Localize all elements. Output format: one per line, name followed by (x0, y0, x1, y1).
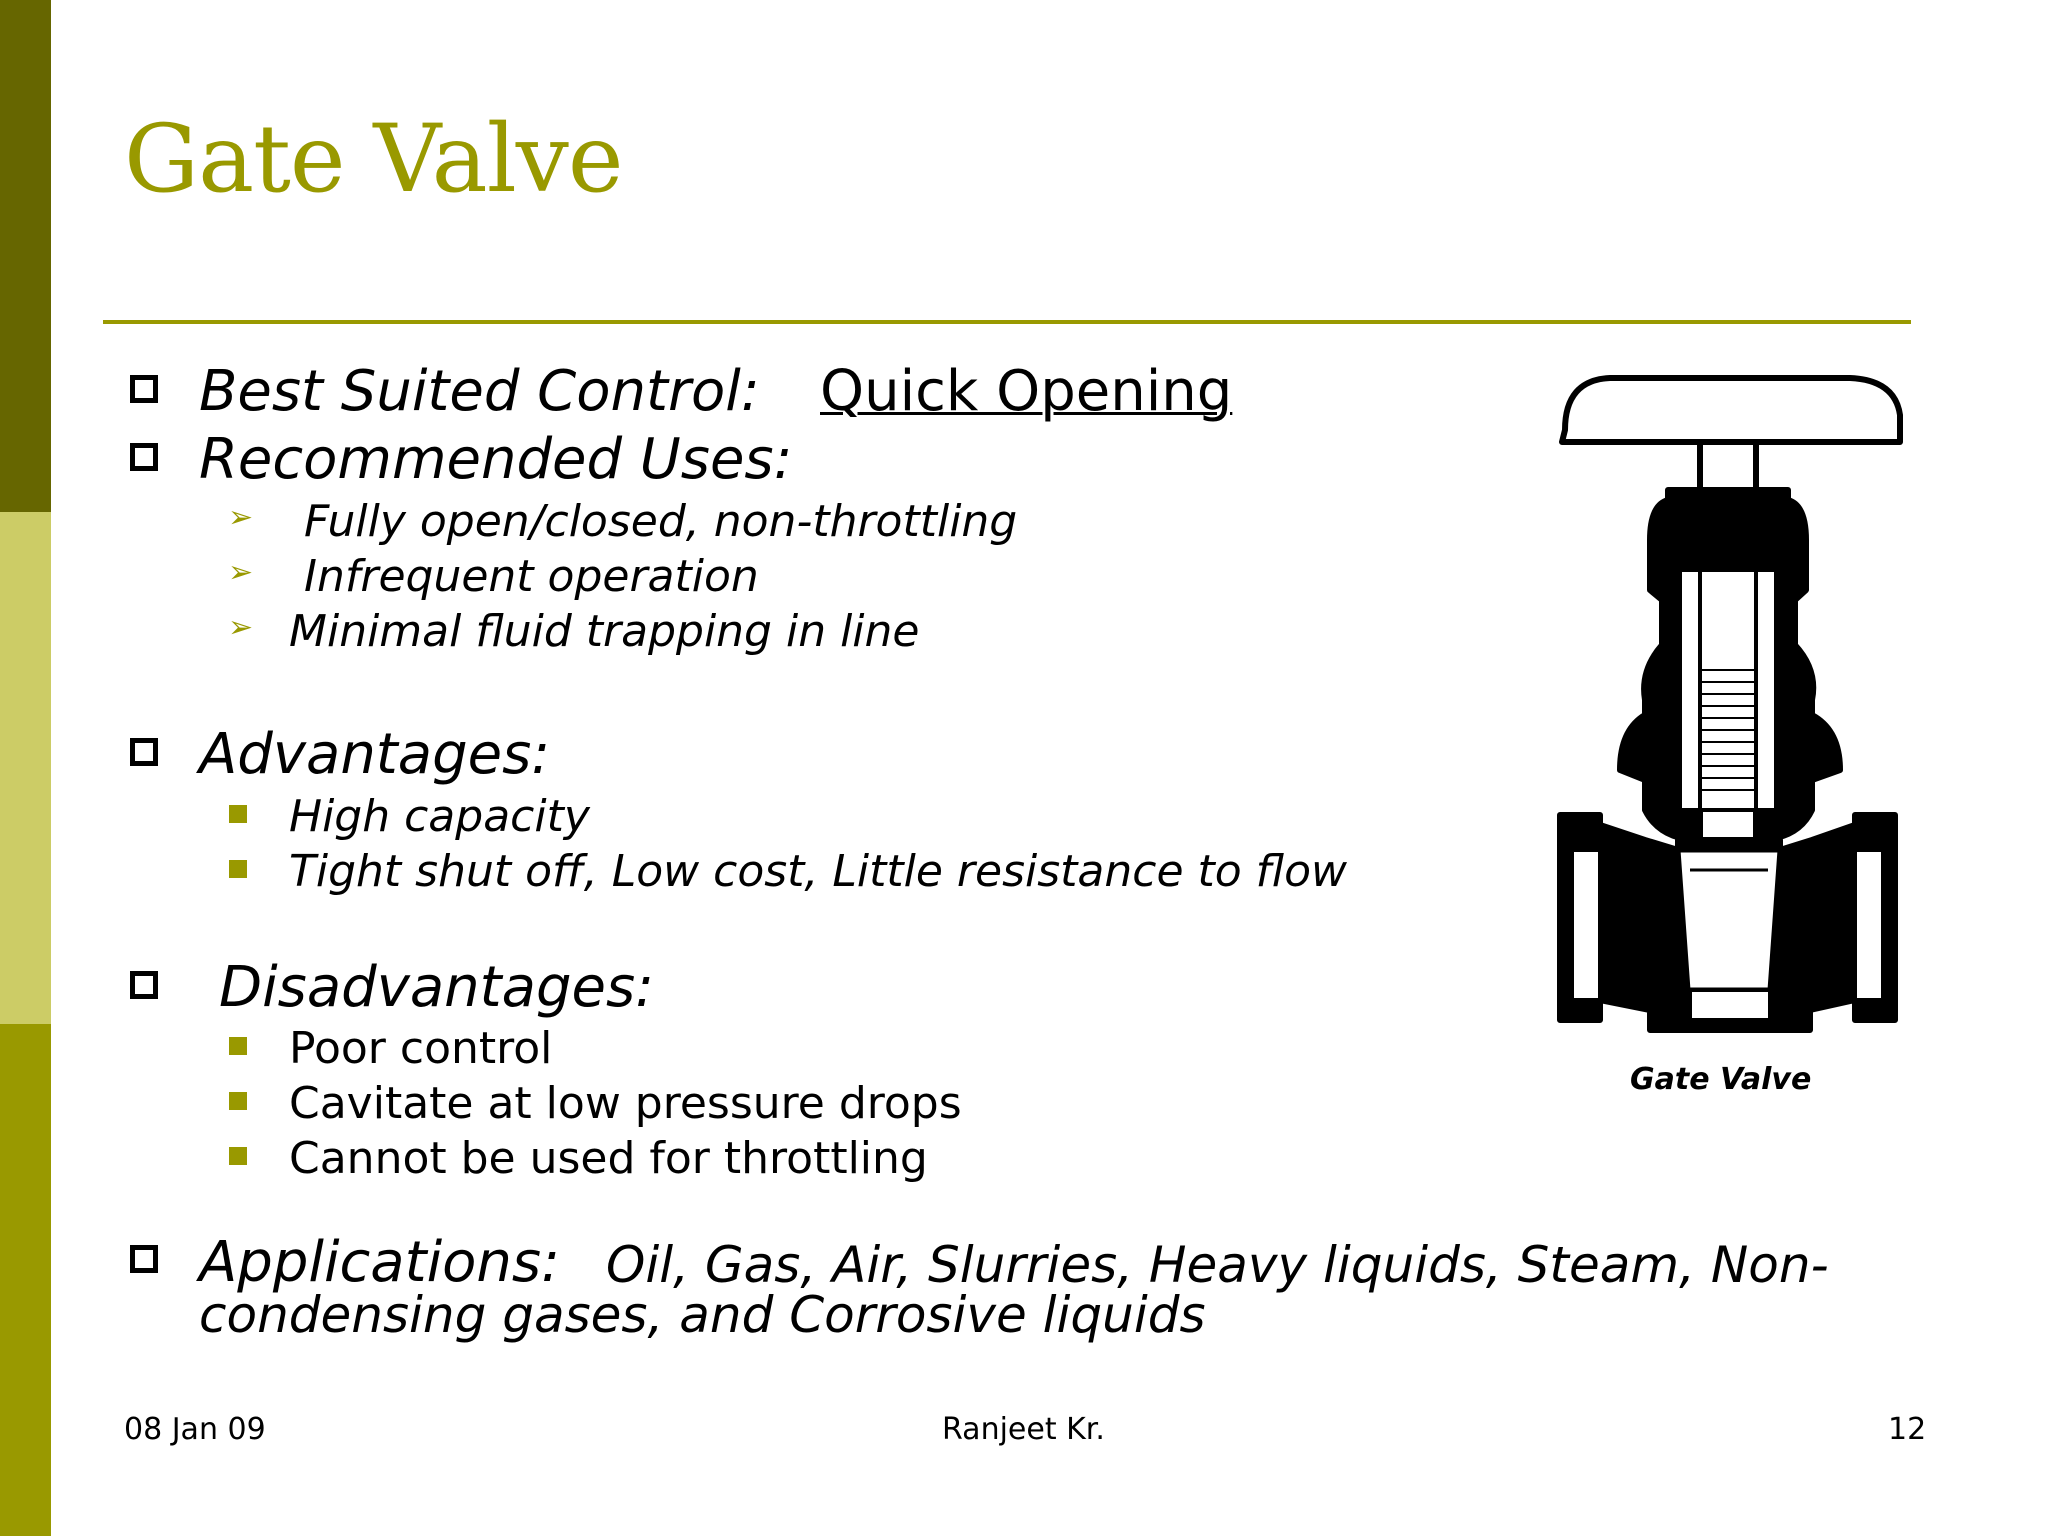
recommended-item: Infrequent operation (304, 551, 759, 602)
best-suited-value: Quick Opening (820, 359, 1233, 424)
square-bullet-icon (130, 1245, 158, 1273)
footer-author: Ranjeet Kr. (942, 1412, 1105, 1447)
square-bullet-icon (130, 971, 158, 999)
recommended-item: Minimal fluid trapping in line (289, 606, 920, 657)
arrow-bullet-icon: ➢ (228, 555, 254, 590)
title-divider (103, 320, 1911, 324)
side-bar-middle (0, 512, 51, 1024)
figure-caption: Gate Valve (1630, 1062, 1812, 1097)
arrow-bullet-icon: ➢ (228, 500, 254, 535)
gate-valve-diagram (1550, 370, 1920, 1110)
filled-square-bullet-icon (229, 1147, 247, 1165)
footer-page-number: 12 (1888, 1412, 1927, 1447)
applications-text: condensing gases, and Corrosive liquids (199, 1286, 1206, 1344)
disadvantages-item: Cannot be used for throttling (289, 1133, 928, 1184)
footer-date: 08 Jan 09 (124, 1412, 266, 1447)
filled-square-bullet-icon (229, 1037, 247, 1055)
applications-label: Applications: (199, 1230, 560, 1295)
arrow-bullet-icon: ➢ (228, 610, 254, 645)
advantages-item: Tight shut off, Low cost, Little resistance to flow (289, 846, 1347, 897)
recommended-label: Recommended Uses: (199, 427, 793, 492)
slide-title: Gate Valve (124, 105, 623, 214)
applications-text: Oil, Gas, Air, Slurries, Heavy liquids, Steam, Non- (606, 1236, 1829, 1294)
disadvantages-item: Cavitate at low pressure drops (289, 1078, 962, 1129)
advantages-item: High capacity (289, 791, 590, 842)
square-bullet-icon (130, 375, 158, 403)
filled-square-bullet-icon (229, 805, 247, 823)
side-bar-top (0, 0, 51, 512)
best-suited-label: Best Suited Control: (199, 359, 760, 424)
filled-square-bullet-icon (229, 1092, 247, 1110)
square-bullet-icon (130, 738, 158, 766)
recommended-item: Fully open/closed, non-throttling (304, 496, 1018, 547)
side-bar-bottom (0, 1024, 51, 1536)
advantages-label: Advantages: (199, 722, 551, 787)
disadvantages-item: Poor control (289, 1023, 553, 1074)
disadvantages-label: Disadvantages: (219, 955, 654, 1020)
square-bullet-icon (130, 443, 158, 471)
filled-square-bullet-icon (229, 860, 247, 878)
